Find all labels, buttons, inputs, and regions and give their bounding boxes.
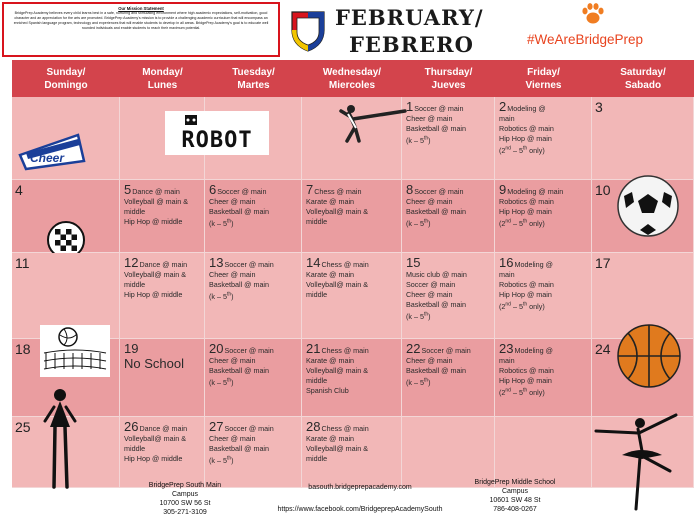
event-line: (k – 5th) xyxy=(406,219,431,229)
event-line: Soccer @ main xyxy=(406,280,456,289)
day-number: 23 xyxy=(499,341,514,356)
day-number: 14 xyxy=(306,255,321,270)
event-line: Hip Hop @ middle xyxy=(124,217,183,226)
middle-campus-info xyxy=(460,478,570,514)
event-line: Dance @ main xyxy=(132,187,180,196)
day-events xyxy=(209,419,299,466)
basketball-icon xyxy=(616,323,682,389)
day-number: 21 xyxy=(306,341,321,356)
event-line: Basketball @ main xyxy=(406,300,467,309)
footer-line: 305-271-3109 xyxy=(163,509,207,516)
day-events xyxy=(406,99,492,146)
svg-text:ROBOT: ROBOT xyxy=(181,128,253,153)
day-cell xyxy=(592,97,694,180)
day-number: 10 xyxy=(595,182,611,198)
event-line: (k – 5th) xyxy=(406,136,431,146)
event-line: Cheer @ main xyxy=(209,434,256,443)
day-cell xyxy=(592,339,694,417)
day-cell xyxy=(302,339,402,417)
event-line: Cheer @ main xyxy=(406,356,453,365)
event-line: Cheer @ main xyxy=(209,197,256,206)
day-events xyxy=(306,341,399,396)
event-line: Robotics @ main xyxy=(499,197,554,206)
event-line: Basketball @ main xyxy=(209,280,270,289)
day-number: 12 xyxy=(124,255,139,270)
event-line: Robotics @ main xyxy=(499,280,554,289)
event-line: Cheer @ main xyxy=(209,356,256,365)
event-line: middle xyxy=(306,376,328,385)
day-events xyxy=(209,341,299,388)
school-crest-icon xyxy=(290,10,326,52)
event-line: main xyxy=(499,356,515,365)
event-line: Chess @ main xyxy=(321,424,369,433)
event-line: Hip Hop @ middle xyxy=(124,290,183,299)
cheer-megaphone-icon xyxy=(16,131,88,171)
ballerina-icon xyxy=(578,411,688,511)
event-line: (k – 5th) xyxy=(209,219,234,229)
footer-line: 10601 SW 48 St xyxy=(489,497,541,504)
event-line: Dance @ main xyxy=(139,424,188,433)
calendar xyxy=(12,60,694,488)
event-line: Volleyball@ main & xyxy=(124,270,187,279)
day-events xyxy=(306,182,399,227)
weekday-header xyxy=(12,60,694,97)
day-events xyxy=(406,341,492,388)
day-events xyxy=(406,255,492,322)
header-tuesday: Tuesday/ Martes xyxy=(232,66,275,91)
title-line-1: FEBRUARY/ xyxy=(335,5,484,30)
day-events xyxy=(499,182,589,229)
day-cell xyxy=(495,180,592,253)
footer-line: BridgePrep Middle School xyxy=(474,479,556,486)
soccer-ball-icon xyxy=(616,174,680,238)
event-line: middle xyxy=(124,207,146,216)
event-line: (k – 5th) xyxy=(209,456,234,466)
footer-line: BridgePrep South Main xyxy=(148,482,222,489)
event-line: Chess @ main xyxy=(321,260,369,269)
day-cell xyxy=(402,97,495,180)
website-link[interactable]: basouth.bridgeprepacademy.com xyxy=(308,484,412,491)
event-line: Soccer @ main xyxy=(224,346,274,355)
day-number: 27 xyxy=(209,419,224,434)
day-number: 16 xyxy=(499,255,514,270)
event-line: Chess @ main xyxy=(314,187,362,196)
event-line: Soccer @ main xyxy=(217,187,267,196)
event-line: Robotics @ main xyxy=(499,124,554,133)
day-cell xyxy=(495,97,592,180)
event-line: Modeling @ xyxy=(507,104,546,113)
day-number: 6 xyxy=(209,182,217,197)
event-line: main xyxy=(499,114,515,123)
day-cell xyxy=(402,339,495,417)
day-events xyxy=(124,419,202,464)
event-line: Basketball @ main xyxy=(209,207,270,216)
day-number: 9 xyxy=(499,182,507,197)
event-line: (k – 5th) xyxy=(209,292,234,302)
mission-statement xyxy=(2,2,280,57)
day-cell xyxy=(120,339,205,417)
day-number: 3 xyxy=(595,99,603,115)
event-line: Modeling @ main xyxy=(507,187,564,196)
day-events xyxy=(406,182,492,229)
day-cell xyxy=(302,417,402,488)
footer-line: Campus xyxy=(501,488,529,495)
day-cell xyxy=(592,180,694,253)
header-thursday: Thursday/ Jueves xyxy=(424,66,473,91)
paw-print-icon xyxy=(580,2,606,26)
event-line: Cheer @ main xyxy=(406,290,453,299)
day-cell xyxy=(12,417,120,488)
day-cell xyxy=(12,180,120,253)
event-line: (2nd – 5th only) xyxy=(499,302,545,312)
event-line: (2nd – 5th only) xyxy=(499,388,545,398)
week-row xyxy=(12,180,694,253)
no-school-note: No School xyxy=(124,356,184,371)
day-number: 13 xyxy=(209,255,224,270)
day-cell xyxy=(205,97,302,180)
event-line: Karate @ main xyxy=(306,197,355,206)
event-line: Karate @ main xyxy=(306,270,355,279)
header-friday: Friday/ Viernes xyxy=(525,66,562,91)
event-line: Robotics @ main xyxy=(499,366,554,375)
day-number: 17 xyxy=(595,255,611,271)
day-cell xyxy=(205,339,302,417)
event-line: Basketball @ main xyxy=(406,366,467,375)
day-number: 22 xyxy=(406,341,421,356)
day-events xyxy=(209,255,299,302)
day-number: 19 xyxy=(124,341,139,356)
day-number: 2 xyxy=(499,99,507,114)
event-line: Soccer @ main xyxy=(414,104,464,113)
event-line: Soccer @ main xyxy=(414,187,464,196)
cheerleader-icon xyxy=(42,387,78,497)
event-line: Cheer @ main xyxy=(209,270,256,279)
event-line: Volleyball @ main & xyxy=(124,197,189,206)
page-title xyxy=(335,4,485,58)
event-line: Hip Hop @ main xyxy=(499,290,552,299)
day-cell xyxy=(402,180,495,253)
day-events xyxy=(124,255,202,300)
event-line: middle xyxy=(124,280,146,289)
event-line: (k – 5th) xyxy=(406,378,431,388)
event-line: main xyxy=(499,270,515,279)
day-cell xyxy=(495,253,592,339)
day-events xyxy=(306,419,399,464)
day-number: 5 xyxy=(124,182,132,197)
day-cell xyxy=(120,180,205,253)
header-wednesday: Wednesday/ Miercoles xyxy=(322,66,382,91)
week-row xyxy=(12,417,694,488)
mission-title: Our Mission Statement xyxy=(118,6,164,11)
day-cell xyxy=(302,253,402,339)
event-line: Basketball @ main xyxy=(209,366,270,375)
week-row xyxy=(12,97,694,180)
event-line: Hip Hop @ main xyxy=(499,134,552,143)
day-cell xyxy=(205,253,302,339)
event-line: middle xyxy=(306,290,328,299)
day-cell xyxy=(495,339,592,417)
event-line: Basketball @ main xyxy=(406,124,467,133)
event-line: Volleyball@ main & xyxy=(306,280,369,289)
event-line: Chess @ main xyxy=(321,346,369,355)
event-line: Modeling @ xyxy=(514,260,553,269)
day-number: 26 xyxy=(124,419,139,434)
event-line: Dance @ main xyxy=(139,260,188,269)
south-campus-info xyxy=(130,481,240,517)
day-number: 1 xyxy=(406,99,414,114)
event-line: Modeling @ xyxy=(514,346,553,355)
event-line: (k – 5th) xyxy=(209,378,234,388)
header-monday: Monday/ Lunes xyxy=(142,66,183,91)
day-cell xyxy=(12,97,120,180)
day-number: 15 xyxy=(406,255,421,270)
event-line: middle xyxy=(124,444,146,453)
event-line: Hip Hop @ main xyxy=(499,376,552,385)
day-number: 28 xyxy=(306,419,321,434)
day-events xyxy=(209,182,299,229)
week-row xyxy=(12,339,694,417)
day-number: 4 xyxy=(15,182,23,198)
mission-body: BridgePrep Academy believes every child learns best in a safe, nurturing and stimulating environment where high academic expectations, self-motivation, good character and an appreciation for the arts are promoted. BridgePrep Academy's mission is to provide a challenging academic curriculum that will encompass an enriched Spanish language program, technology and experiences that will enable students to develop in all areas. BridgePrep Academy's goal is to educate well rounded individuals and enable students to reach their maximum potential. xyxy=(13,11,269,30)
event-line: Volleyball@ main & xyxy=(124,434,187,443)
day-events xyxy=(499,99,589,156)
day-events xyxy=(306,255,399,300)
title-line-2: FEBRERO xyxy=(349,32,474,57)
day-number: 8 xyxy=(406,182,414,197)
day-cell xyxy=(120,253,205,339)
day-number: 20 xyxy=(209,341,224,356)
event-line: (k – 5th) xyxy=(406,312,431,322)
day-number: 18 xyxy=(15,341,31,357)
event-line: Cheer @ main xyxy=(406,114,453,123)
event-line: middle xyxy=(306,217,328,226)
facebook-link[interactable]: https://www.facebook.com/BridgeprepAcademySouth xyxy=(277,506,443,513)
event-line: Cheer @ main xyxy=(406,197,453,206)
day-cell xyxy=(592,417,694,488)
event-line: middle xyxy=(306,454,328,463)
event-line: Karate @ main xyxy=(306,356,355,365)
day-events xyxy=(499,341,589,398)
event-line: (2nd – 5th only) xyxy=(499,219,545,229)
event-line: Spanish Club xyxy=(306,386,349,395)
svg-text:Cheer: Cheer xyxy=(30,151,65,165)
day-cell xyxy=(302,97,402,180)
hashtag: #WeAreBridgePrep xyxy=(527,32,644,47)
event-line: (2nd – 5th only) xyxy=(499,146,545,156)
day-cell xyxy=(120,97,253,180)
day-events xyxy=(499,255,589,312)
day-number: 25 xyxy=(15,419,31,435)
day-cell xyxy=(205,180,302,253)
day-events xyxy=(124,182,202,227)
day-events xyxy=(124,341,202,372)
event-line: Hip Hop @ middle xyxy=(124,454,183,463)
day-cell xyxy=(120,417,205,488)
day-number: 11 xyxy=(15,255,30,271)
event-line: Music club @ main xyxy=(406,270,467,279)
footer-line: 10700 SW 56 St xyxy=(159,500,211,507)
footer-line: Campus xyxy=(171,491,199,498)
event-line: Soccer @ main xyxy=(224,424,274,433)
event-line: Karate @ main xyxy=(306,434,355,443)
event-line: Volleyball@ main & xyxy=(306,366,369,375)
day-number: 7 xyxy=(306,182,314,197)
day-number: 24 xyxy=(595,341,611,357)
volleyball-icon xyxy=(40,325,110,377)
header-sunday: Sunday/ Domingo xyxy=(44,66,88,91)
event-line: Volleyball@ main & xyxy=(306,444,369,453)
event-line: Soccer @ main xyxy=(421,346,471,355)
karate-icon xyxy=(337,101,409,143)
header-saturday: Saturday/ Sabado xyxy=(620,66,666,91)
event-line: Soccer @ main xyxy=(224,260,274,269)
day-cell xyxy=(402,253,495,339)
event-line: Volleyball@ main & xyxy=(306,207,369,216)
day-cell xyxy=(205,417,302,488)
week-row xyxy=(12,253,694,339)
event-line: Hip Hop @ main xyxy=(499,207,552,216)
footer-line: 786-408-0267 xyxy=(493,506,537,513)
event-line: Basketball @ main xyxy=(209,444,270,453)
event-line: Basketball @ main xyxy=(406,207,467,216)
day-cell xyxy=(302,180,402,253)
